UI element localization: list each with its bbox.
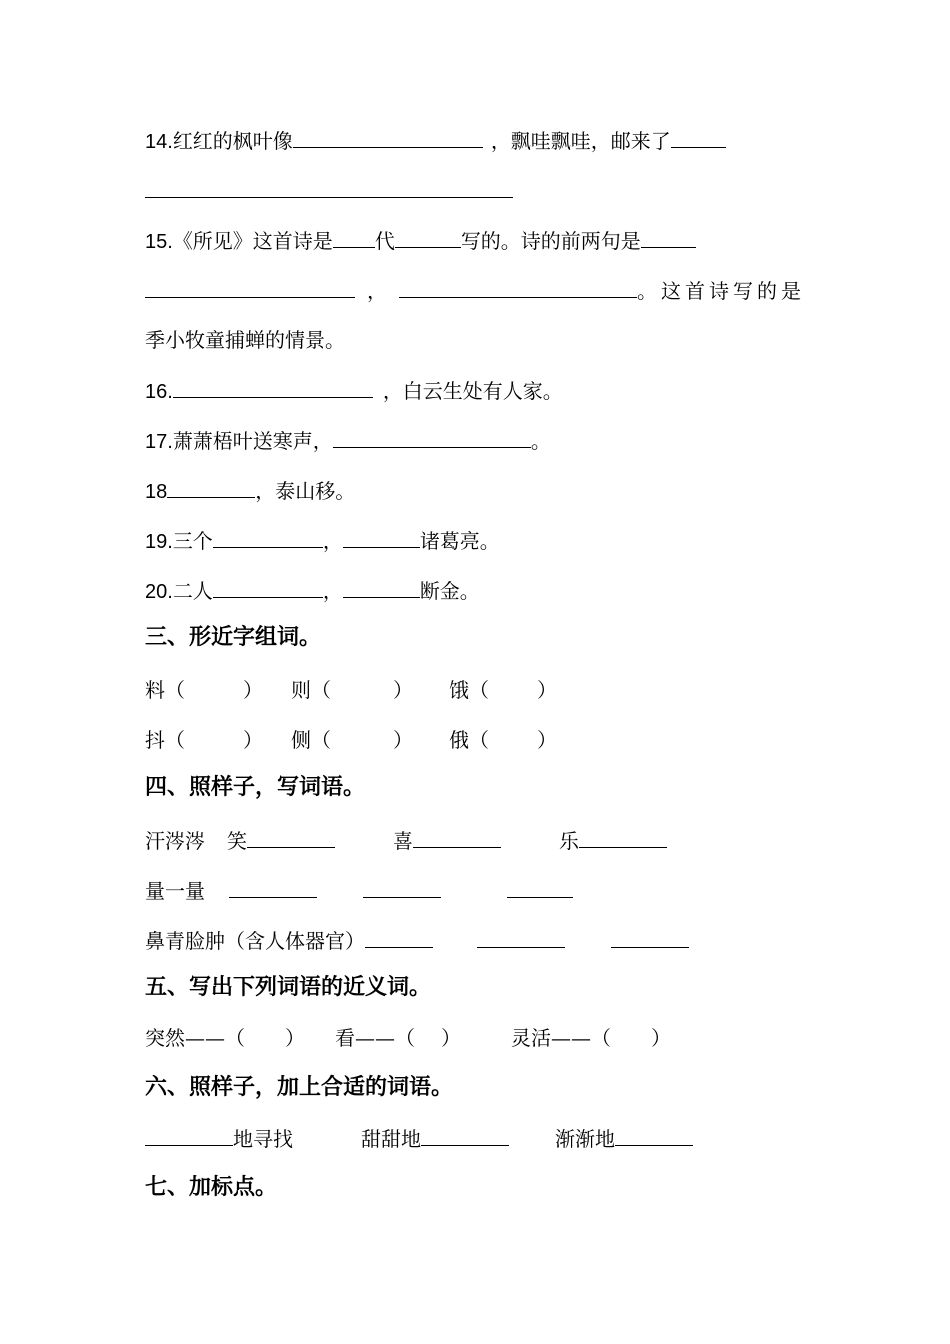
char-label: 则（ (291, 678, 331, 702)
answer-blank[interactable] (399, 277, 637, 298)
section-4-row-3 (145, 927, 689, 954)
word-suffix: 地寻找 (233, 1127, 293, 1151)
char-label: 料（ (145, 678, 185, 702)
question-text: 断金。 (419, 579, 480, 603)
bracket-close: ） (393, 678, 413, 702)
section-4-title: 四、照样子，写词语。 (145, 775, 366, 800)
answer-blank[interactable] (641, 227, 696, 248)
example-word: 汗涔涔 (145, 829, 205, 853)
section-7-title: 七、加标点。 (145, 1175, 278, 1200)
answer-blank[interactable] (333, 427, 531, 448)
char-label: 饿（ (449, 678, 489, 702)
question-text: ， (322, 529, 343, 553)
question-18 (145, 477, 355, 505)
question-text: ，泰山移。 (255, 479, 356, 503)
answer-blank[interactable] (167, 477, 255, 498)
section-5-title: 五、写出下列词语的近义词。 (145, 975, 432, 1000)
answer-blank[interactable] (421, 1125, 509, 1146)
question-text: ，飘哇飘哇，邮来了 (490, 129, 671, 153)
answer-blank[interactable] (365, 927, 433, 948)
question-14 (145, 127, 726, 155)
question-17 (145, 427, 551, 455)
word-prefix: 喜 (393, 829, 413, 853)
example-word: 鼻青脸肿（含人体器官） (145, 929, 365, 953)
question-number: 19. (145, 531, 173, 553)
answer-blank[interactable] (229, 877, 317, 898)
answer-blank[interactable] (611, 927, 689, 948)
question-number: 17. (145, 431, 173, 453)
section-3-title: 三、形近字组词。 (145, 625, 322, 650)
question-text: 写的。诗的前两句是 (460, 229, 641, 253)
section-3-row-1 (145, 677, 557, 703)
answer-blank[interactable] (579, 827, 667, 848)
question-15-continued (145, 277, 805, 304)
bracket-close: ） (243, 678, 263, 702)
question-15-end (145, 327, 345, 353)
question-text: 二人 (172, 579, 213, 603)
word-label: 突然——（ (145, 1026, 245, 1050)
question-number: 16. (145, 381, 173, 403)
answer-blank[interactable] (615, 1125, 693, 1146)
question-text: ， (367, 279, 391, 303)
question-number: 15. (145, 231, 173, 253)
section-4-row-2 (145, 877, 573, 904)
answer-blank[interactable] (173, 377, 373, 398)
question-text: 。这首诗写的是 (637, 279, 805, 303)
char-label: 俄（ (449, 728, 489, 752)
question-16 (145, 377, 563, 405)
bracket-close: ） (393, 728, 413, 752)
word-label: 灵活——（ (511, 1026, 611, 1050)
question-text: ， (322, 579, 343, 603)
question-text: 三个 (172, 529, 213, 553)
section-3-row-2 (145, 727, 557, 753)
answer-blank[interactable] (213, 527, 323, 548)
word-prefix: 甜甜地 (361, 1127, 421, 1151)
answer-blank[interactable] (363, 877, 441, 898)
word-prefix: 乐 (559, 829, 579, 853)
char-label: 侧（ (291, 728, 331, 752)
bracket-close: ） (537, 728, 557, 752)
answer-blank[interactable] (145, 277, 355, 298)
answer-blank[interactable] (247, 827, 335, 848)
question-20 (145, 577, 480, 605)
question-text: 萧萧梧叶送寒声， (172, 429, 333, 453)
example-word: 量一量 (145, 879, 205, 903)
answer-blank[interactable] (145, 177, 513, 198)
question-14-continued (145, 177, 513, 204)
answer-blank[interactable] (395, 227, 461, 248)
word-prefix: 渐渐地 (555, 1127, 615, 1151)
bracket-close: ） (651, 1026, 671, 1050)
question-text: 诸葛亮。 (419, 529, 500, 553)
section-6-title: 六、照样子，加上合适的词语。 (145, 1075, 454, 1100)
question-text: 代 (374, 229, 395, 253)
question-number: 20. (145, 581, 173, 603)
answer-blank[interactable] (333, 227, 375, 248)
word-label: 看——（ (335, 1026, 415, 1050)
answer-blank[interactable] (293, 127, 483, 148)
char-label: 抖（ (145, 728, 185, 752)
answer-blank[interactable] (343, 527, 420, 548)
answer-blank[interactable] (413, 827, 501, 848)
question-text: 红红的枫叶像 (172, 129, 293, 153)
answer-blank[interactable] (507, 877, 573, 898)
bracket-close: ） (441, 1026, 461, 1050)
bracket-close: ） (537, 678, 557, 702)
word-prefix: 笑 (227, 829, 247, 853)
answer-blank[interactable] (343, 577, 420, 598)
bracket-close: ） (285, 1026, 305, 1050)
section-4-row-1 (145, 827, 667, 854)
question-number: 14. (145, 131, 173, 153)
answer-blank[interactable] (477, 927, 565, 948)
answer-blank[interactable] (213, 577, 323, 598)
section-6-row (145, 1125, 693, 1152)
section-5-row (145, 1025, 671, 1051)
question-text: 季小牧童捕蝉的情景。 (145, 328, 345, 352)
answer-blank[interactable] (145, 1125, 233, 1146)
answer-blank[interactable] (671, 127, 726, 148)
question-text: 。 (530, 429, 551, 453)
question-text: 《所见》这首诗是 (172, 229, 333, 253)
question-15 (145, 227, 696, 255)
bracket-close: ） (243, 728, 263, 752)
question-19 (145, 527, 500, 555)
question-number: 18 (145, 481, 168, 503)
question-text: ，白云生处有人家。 (382, 379, 563, 403)
